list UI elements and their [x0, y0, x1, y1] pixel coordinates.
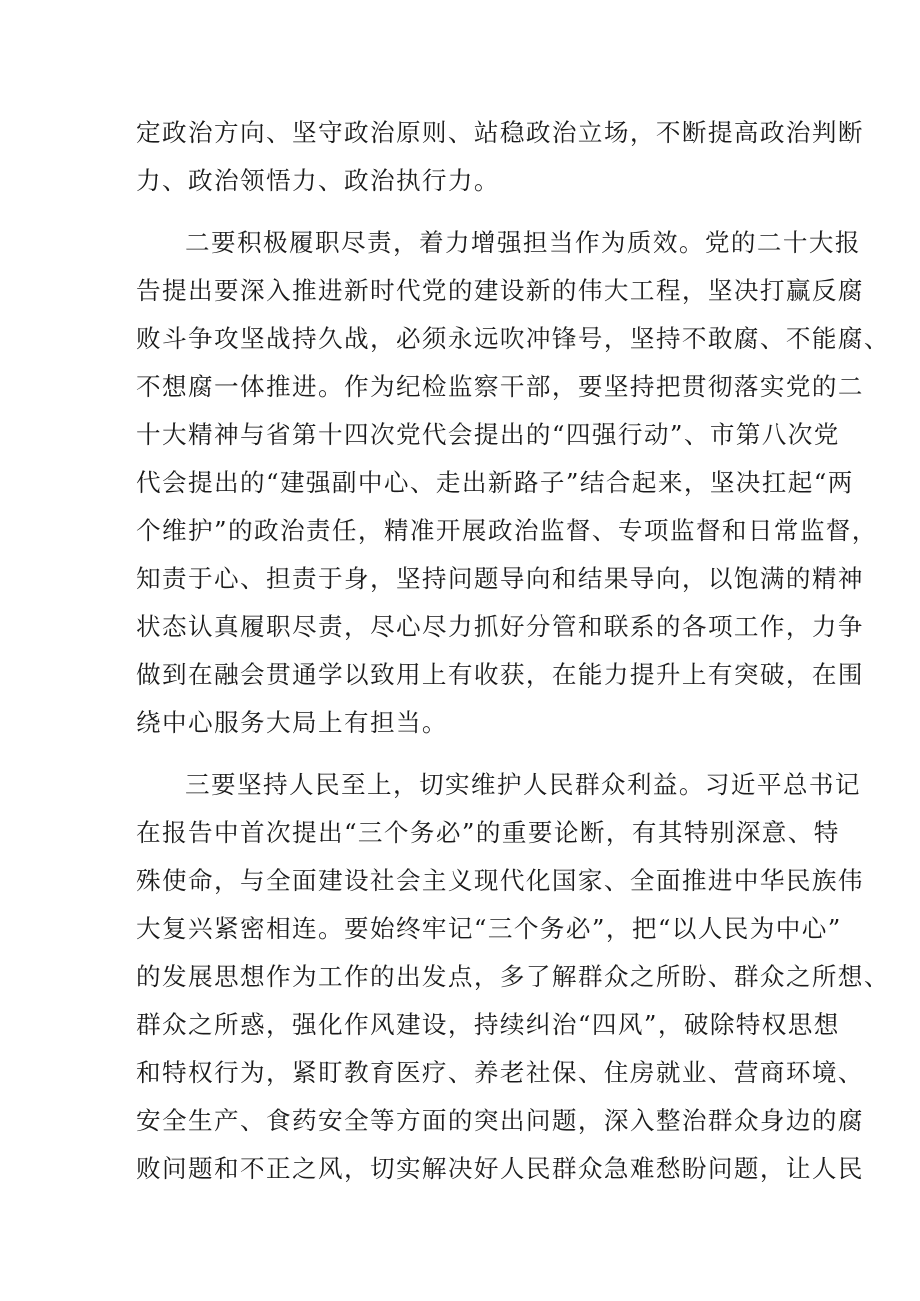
- paragraph-line: 告提出要深入推进新时代党的建设新的伟大工程，坚决打赢反腐: [136, 276, 864, 305]
- document-body: [136, 109, 890, 1193]
- paragraph-line: 代会提出的“建强副中心、走出新路子”结合起来，坚决扛起“两: [136, 468, 854, 497]
- paragraph-3: [136, 761, 890, 1193]
- paragraph-line: 状态认真履职尽责，尽心尽力抓好分管和联系的各项工作，力争: [136, 612, 864, 641]
- paragraph-line: 的发展思想作为工作的出发点，多了解群众之所盼、群众之所想、: [136, 962, 890, 991]
- paragraph-line: 大复兴紧密相连。要始终牢记“三个务必”，把“以人民为中心”: [136, 914, 842, 943]
- paragraph-line: 绕中心服务大局上有担当。: [136, 708, 448, 737]
- paragraph-line: 败问题和不正之风，切实解决好人民群众急难愁盼问题，让人民: [136, 1154, 864, 1183]
- paragraph-line: 殊使命，与全面建设社会主义现代化国家、全面推进中华民族伟: [136, 866, 864, 895]
- paragraph-line: 二要积极履职尽责，着力增强担当作为质效。党的二十大报: [185, 228, 861, 257]
- paragraph-line: 力、政治领悟力、政治执行力。: [136, 166, 500, 195]
- paragraph-line: 十大精神与省第十四次党代会提出的“四强行动”、市第八次党: [136, 420, 840, 449]
- paragraph-2: [136, 219, 890, 747]
- paragraph-line: 三要坚持人民至上，切实维护人民群众利益。习近平总书记: [185, 770, 861, 799]
- paragraph-line: 定政治方向、坚守政治原则、站稳政治立场，不断提高政治判断: [136, 118, 864, 147]
- paragraph-1: [136, 109, 864, 205]
- paragraph-line: 在报告中首次提出“三个务必”的重要论断，有其特别深意、特: [136, 818, 840, 847]
- paragraph-line: 知责于心、担责于身，坚持问题导向和结果导向，以饱满的精神: [136, 564, 864, 593]
- paragraph-line: 个维护”的政治责任，精准开展政治监督、专项监督和日常监督，: [136, 516, 878, 545]
- paragraph-line: 败斗争攻坚战持久战，必须永远吹冲锋号，坚持不敢腐、不能腐、: [136, 324, 890, 353]
- paragraph-line: 不想腐一体推进。作为纪检监察干部，要坚持把贯彻落实党的二: [136, 372, 864, 401]
- paragraph-line: 和特权行为，紧盯教育医疗、养老社保、住房就业、营商环境、: [136, 1058, 864, 1087]
- paragraph-line: 安全生产、食药安全等方面的突出问题，深入整治群众身边的腐: [136, 1106, 864, 1135]
- paragraph-line: 群众之所惑，强化作风建设，持续纠治“四风”，破除特权思想: [136, 1010, 840, 1039]
- paragraph-line: 做到在融会贯通学以致用上有收获，在能力提升上有突破，在围: [136, 660, 864, 689]
